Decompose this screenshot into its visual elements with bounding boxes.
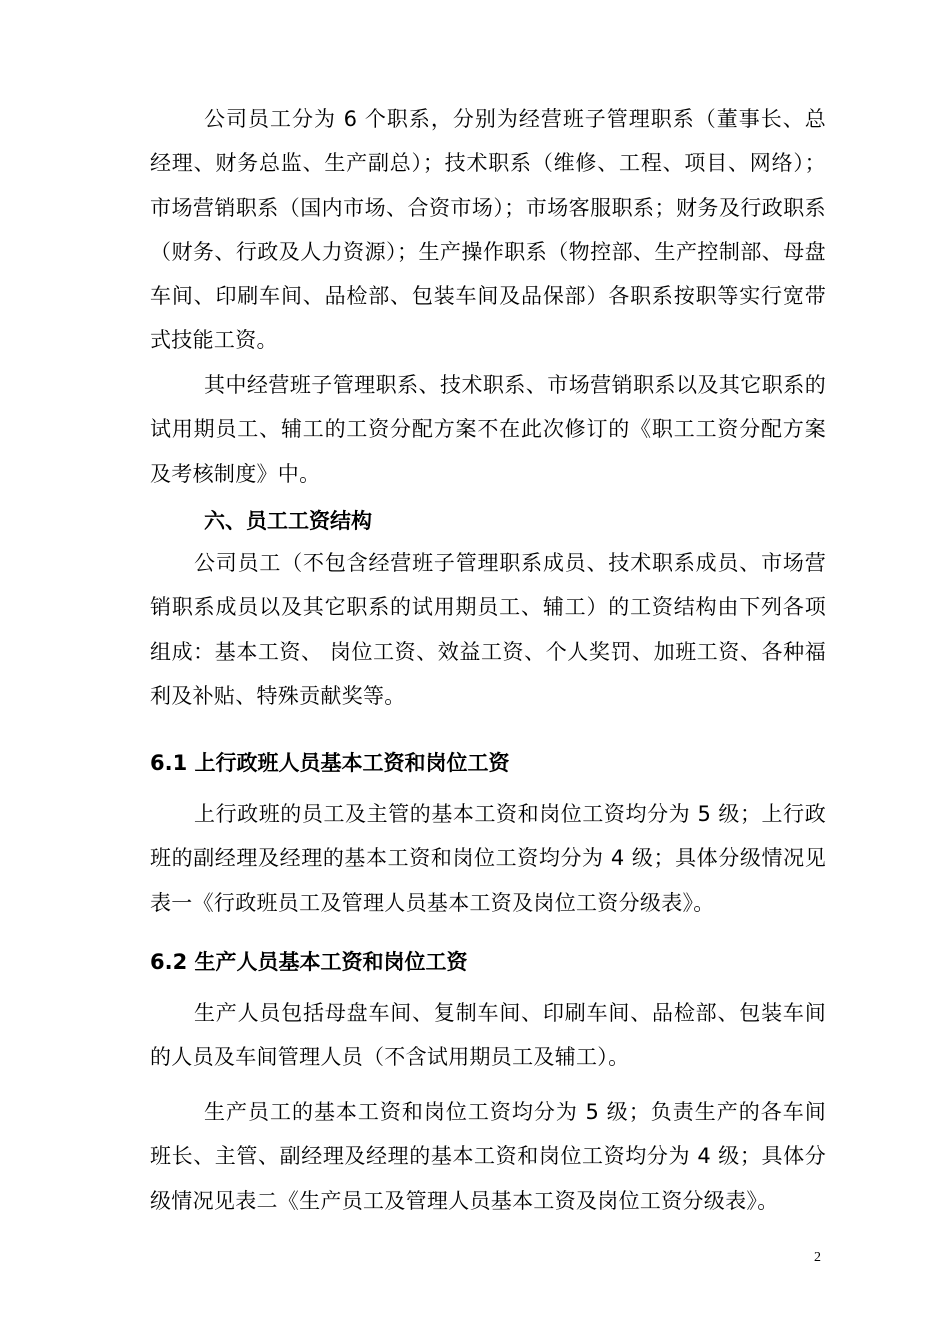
paragraph-job-families: 公司员工分为 6 个职系，分别为经营班子管理职系（董事长、总经理、财务总监、生产副总）；技术职系（维修、工程、项目、网络）；市场营销职系（国内市场、合资市场）；市场客服职系；财务及行政职系（财务、行政及人力资源）；生产操作职系（物控部、生产控制部、母盘车间、印刷车间、品检部、包装车间及品保部）各职系按职等实行宽带式技能工资。 bbox=[150, 107, 826, 353]
subsection-title: 上行政班人员基本工资和岗位工资 bbox=[194, 751, 510, 775]
section-heading-salary-structure: 六、员工工资结构 bbox=[204, 509, 372, 533]
paragraph-production-levels: 生产员工的基本工资和岗位工资均分为 5 级；负责生产的各车间班长、主管、副经理及经理的基本工资和岗位工资均分为 4 级；具体分级情况见表二《生产员工及管理人员基本工资及岗位工资分级表》。 bbox=[150, 1100, 826, 1213]
paragraph-production-staff: 生产人员包括母盘车间、复制车间、印刷车间、品检部、包装车间的人员及车间管理人员（不含试用期员工及辅工）。 bbox=[150, 1001, 826, 1070]
paragraph-admin-levels: 上行政班的员工及主管的基本工资和岗位工资均分为 5 级；上行政班的副经理及经理的基本工资和岗位工资均分为 4 级；具体分级情况见表一《行政班员工及管理人员基本工资及岗位工资分级表》。 bbox=[150, 802, 826, 915]
paragraph-salary-structure: 公司员工（不包含经营班子管理职系成员、技术职系成员、市场营销职系成员以及其它职系的试用期员工、辅工）的工资结构由下列各项组成：基本工资、 岗位工资、效益工资、个人奖罚、加班工资、各种福利及补贴、特殊贡献奖等。 bbox=[150, 551, 826, 708]
subsection-heading-6-2: 6.2 生产人员基本工资和岗位工资 bbox=[150, 950, 468, 974]
page-number: 2 bbox=[814, 1250, 821, 1265]
subsection-heading-6-1 bbox=[150, 748, 510, 778]
paragraph-exclusions: 其中经营班子管理职系、技术职系、市场营销职系以及其它职系的试用期员工、辅工的工资分配方案不在此次修订的《职工工资分配方案及考核制度》中。 bbox=[150, 373, 826, 486]
subsection-number: 6.1 bbox=[150, 751, 188, 775]
